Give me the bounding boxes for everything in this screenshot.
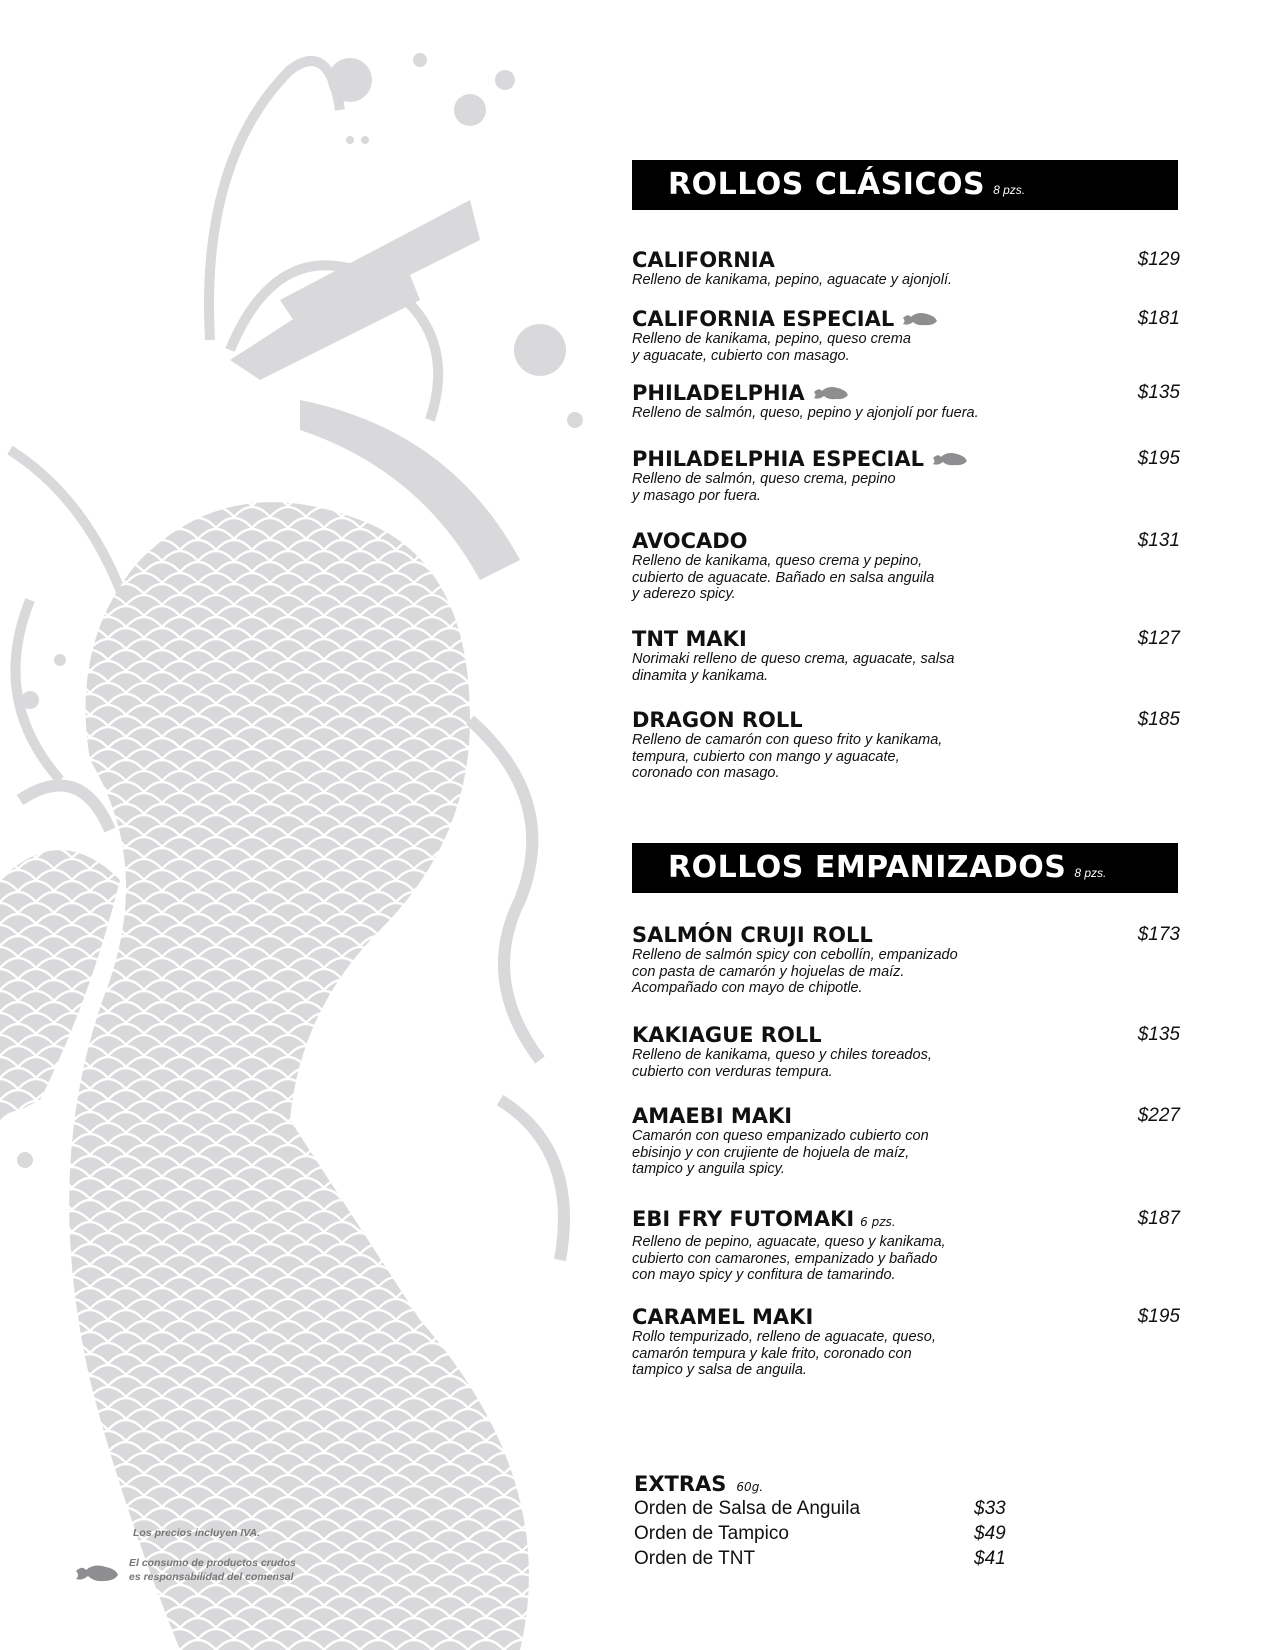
item-price: $195 xyxy=(1137,1306,1180,1327)
item-name-wrap xyxy=(632,1305,813,1329)
item-price: $129 xyxy=(1137,249,1180,270)
item-name: CALIFORNIA ESPECIAL xyxy=(632,307,895,331)
item-price: $135 xyxy=(1137,382,1180,403)
menu-item xyxy=(632,1305,1180,1379)
item-price: $135 xyxy=(1137,1024,1180,1045)
item-description: Relleno de kanikama, pepino, queso crema y aguacate, cubierto con masago. xyxy=(632,331,911,364)
extras-item-label: Orden de Salsa de Anguila xyxy=(634,1498,861,1519)
item-name: PHILADELPHIA ESPECIAL xyxy=(632,447,924,471)
item-description: Camarón con queso empanizado cubierto con ebisinjo y con crujiente de hojuela de maíz, tampico y anguila spicy. xyxy=(632,1128,929,1177)
extras-item xyxy=(634,1496,1014,1521)
menu-item xyxy=(632,923,1180,997)
item-name: DRAGON ROLL xyxy=(632,708,803,732)
item-price: $173 xyxy=(1137,924,1180,945)
menu-item xyxy=(632,381,1180,422)
item-name: AVOCADO xyxy=(632,529,748,553)
extras-item-price: $49 xyxy=(974,1523,1006,1544)
item-name-wrap xyxy=(632,1104,792,1128)
item-name-wrap xyxy=(632,1023,822,1047)
item-description: Rollo tempurizado, relleno de aguacate, queso, camarón tempura y kale frito, coronado con tampico y salsa de anguila. xyxy=(632,1329,936,1378)
raw-fish-icon xyxy=(902,310,938,328)
item-price: $187 xyxy=(1137,1208,1180,1229)
item-name: TNT MAKI xyxy=(632,627,747,651)
item-name-wrap xyxy=(632,529,748,553)
item-name: PHILADELPHIA xyxy=(632,381,805,405)
raw-fish-icon xyxy=(74,1561,120,1585)
item-price: $131 xyxy=(1137,530,1180,551)
item-name-wrap xyxy=(632,307,938,331)
section-header xyxy=(632,843,1178,893)
extras-item xyxy=(634,1546,1014,1571)
item-description: Relleno de kanikama, pepino, aguacate y ajonjolí. xyxy=(632,272,953,288)
raw-fish-icon xyxy=(932,450,968,468)
raw-note-line2: es responsabilidad del comensal xyxy=(129,1571,294,1583)
extras-heading xyxy=(634,1472,1014,1496)
item-name: CARAMEL MAKI xyxy=(632,1305,814,1329)
raw-fish-icon xyxy=(813,384,849,402)
item-price: $227 xyxy=(1137,1105,1180,1126)
item-name-wrap xyxy=(632,381,849,405)
iva-note: Los precios incluyen IVA. xyxy=(133,1527,261,1539)
item-description: Norimaki relleno de queso crema, aguacate, salsa dinamita y kanikama. xyxy=(632,651,955,684)
item-description: Relleno de salmón, queso, pepino y ajonjolí por fuera. xyxy=(632,405,979,421)
menu-item xyxy=(632,1204,1180,1284)
item-name-wrap xyxy=(632,447,968,471)
item-name: KAKIAGUE ROLL xyxy=(632,1023,822,1047)
item-name: EBI FRY FUTOMAKI xyxy=(632,1207,855,1231)
menu-item xyxy=(632,447,1180,504)
menu-item xyxy=(632,1023,1180,1080)
section-unit: 8 pzs. xyxy=(993,183,1026,197)
menu-item xyxy=(632,529,1180,603)
extras-item-price: $41 xyxy=(974,1548,1006,1569)
item-name: SALMÓN CRUJI ROLL xyxy=(632,923,873,947)
section-unit: 8 pzs. xyxy=(1074,866,1107,880)
item-name-wrap xyxy=(632,708,803,732)
item-name-wrap xyxy=(632,248,775,272)
koi-illustration xyxy=(0,0,600,1650)
extras-unit: 60g. xyxy=(736,1480,764,1494)
extras-section xyxy=(634,1472,1014,1571)
menu-item xyxy=(632,627,1180,684)
section-header xyxy=(632,160,1178,210)
extras-item-label: Orden de TNT xyxy=(634,1548,756,1569)
item-price: $127 xyxy=(1137,628,1180,649)
menu-item xyxy=(632,307,1180,364)
item-name-wrap xyxy=(632,923,873,947)
item-name-wrap xyxy=(632,1204,896,1234)
item-description: Relleno de salmón, queso crema, pepino y masago por fuera. xyxy=(632,471,896,504)
item-description: Relleno de kanikama, queso y chiles toreados, cubierto con verduras tempura. xyxy=(632,1047,932,1080)
item-description: Relleno de camarón con queso frito y kanikama, tempura, cubierto con mango y aguacate, coronado con masago. xyxy=(632,732,943,781)
section-title: ROLLOS EMPANIZADOS xyxy=(668,850,1067,885)
extras-item xyxy=(634,1521,1014,1546)
item-name: CALIFORNIA xyxy=(632,248,775,272)
item-price: $195 xyxy=(1137,448,1180,469)
item-name-wrap xyxy=(632,627,747,651)
item-description: Relleno de pepino, aguacate, queso y kanikama, cubierto con camarones, empanizado y bañado con mayo spicy y confitura de tamarindo. xyxy=(632,1234,946,1283)
raw-note-line1: El consumo de productos crudos xyxy=(129,1557,296,1569)
menu-item xyxy=(632,248,1180,289)
menu-item xyxy=(632,708,1180,782)
section-title: ROLLOS CLÁSICOS xyxy=(668,167,986,202)
menu-item xyxy=(632,1104,1180,1178)
extras-item-price: $33 xyxy=(974,1498,1006,1519)
extras-item-label: Orden de Tampico xyxy=(634,1523,789,1544)
item-description: Relleno de salmón spicy con cebollín, empanizado con pasta de camarón y hojuelas de maíz. Acompañado con mayo de chipotle. xyxy=(632,947,958,996)
extras-title: EXTRAS xyxy=(634,1472,727,1496)
item-name: AMAEBI MAKI xyxy=(632,1104,793,1128)
item-unit: 6 pzs. xyxy=(860,1215,896,1229)
item-price: $185 xyxy=(1137,709,1180,730)
item-price: $181 xyxy=(1137,308,1180,329)
item-description: Relleno de kanikama, queso crema y pepino, cubierto de aguacate. Bañado en salsa anguila y aderezo spicy. xyxy=(632,553,935,602)
